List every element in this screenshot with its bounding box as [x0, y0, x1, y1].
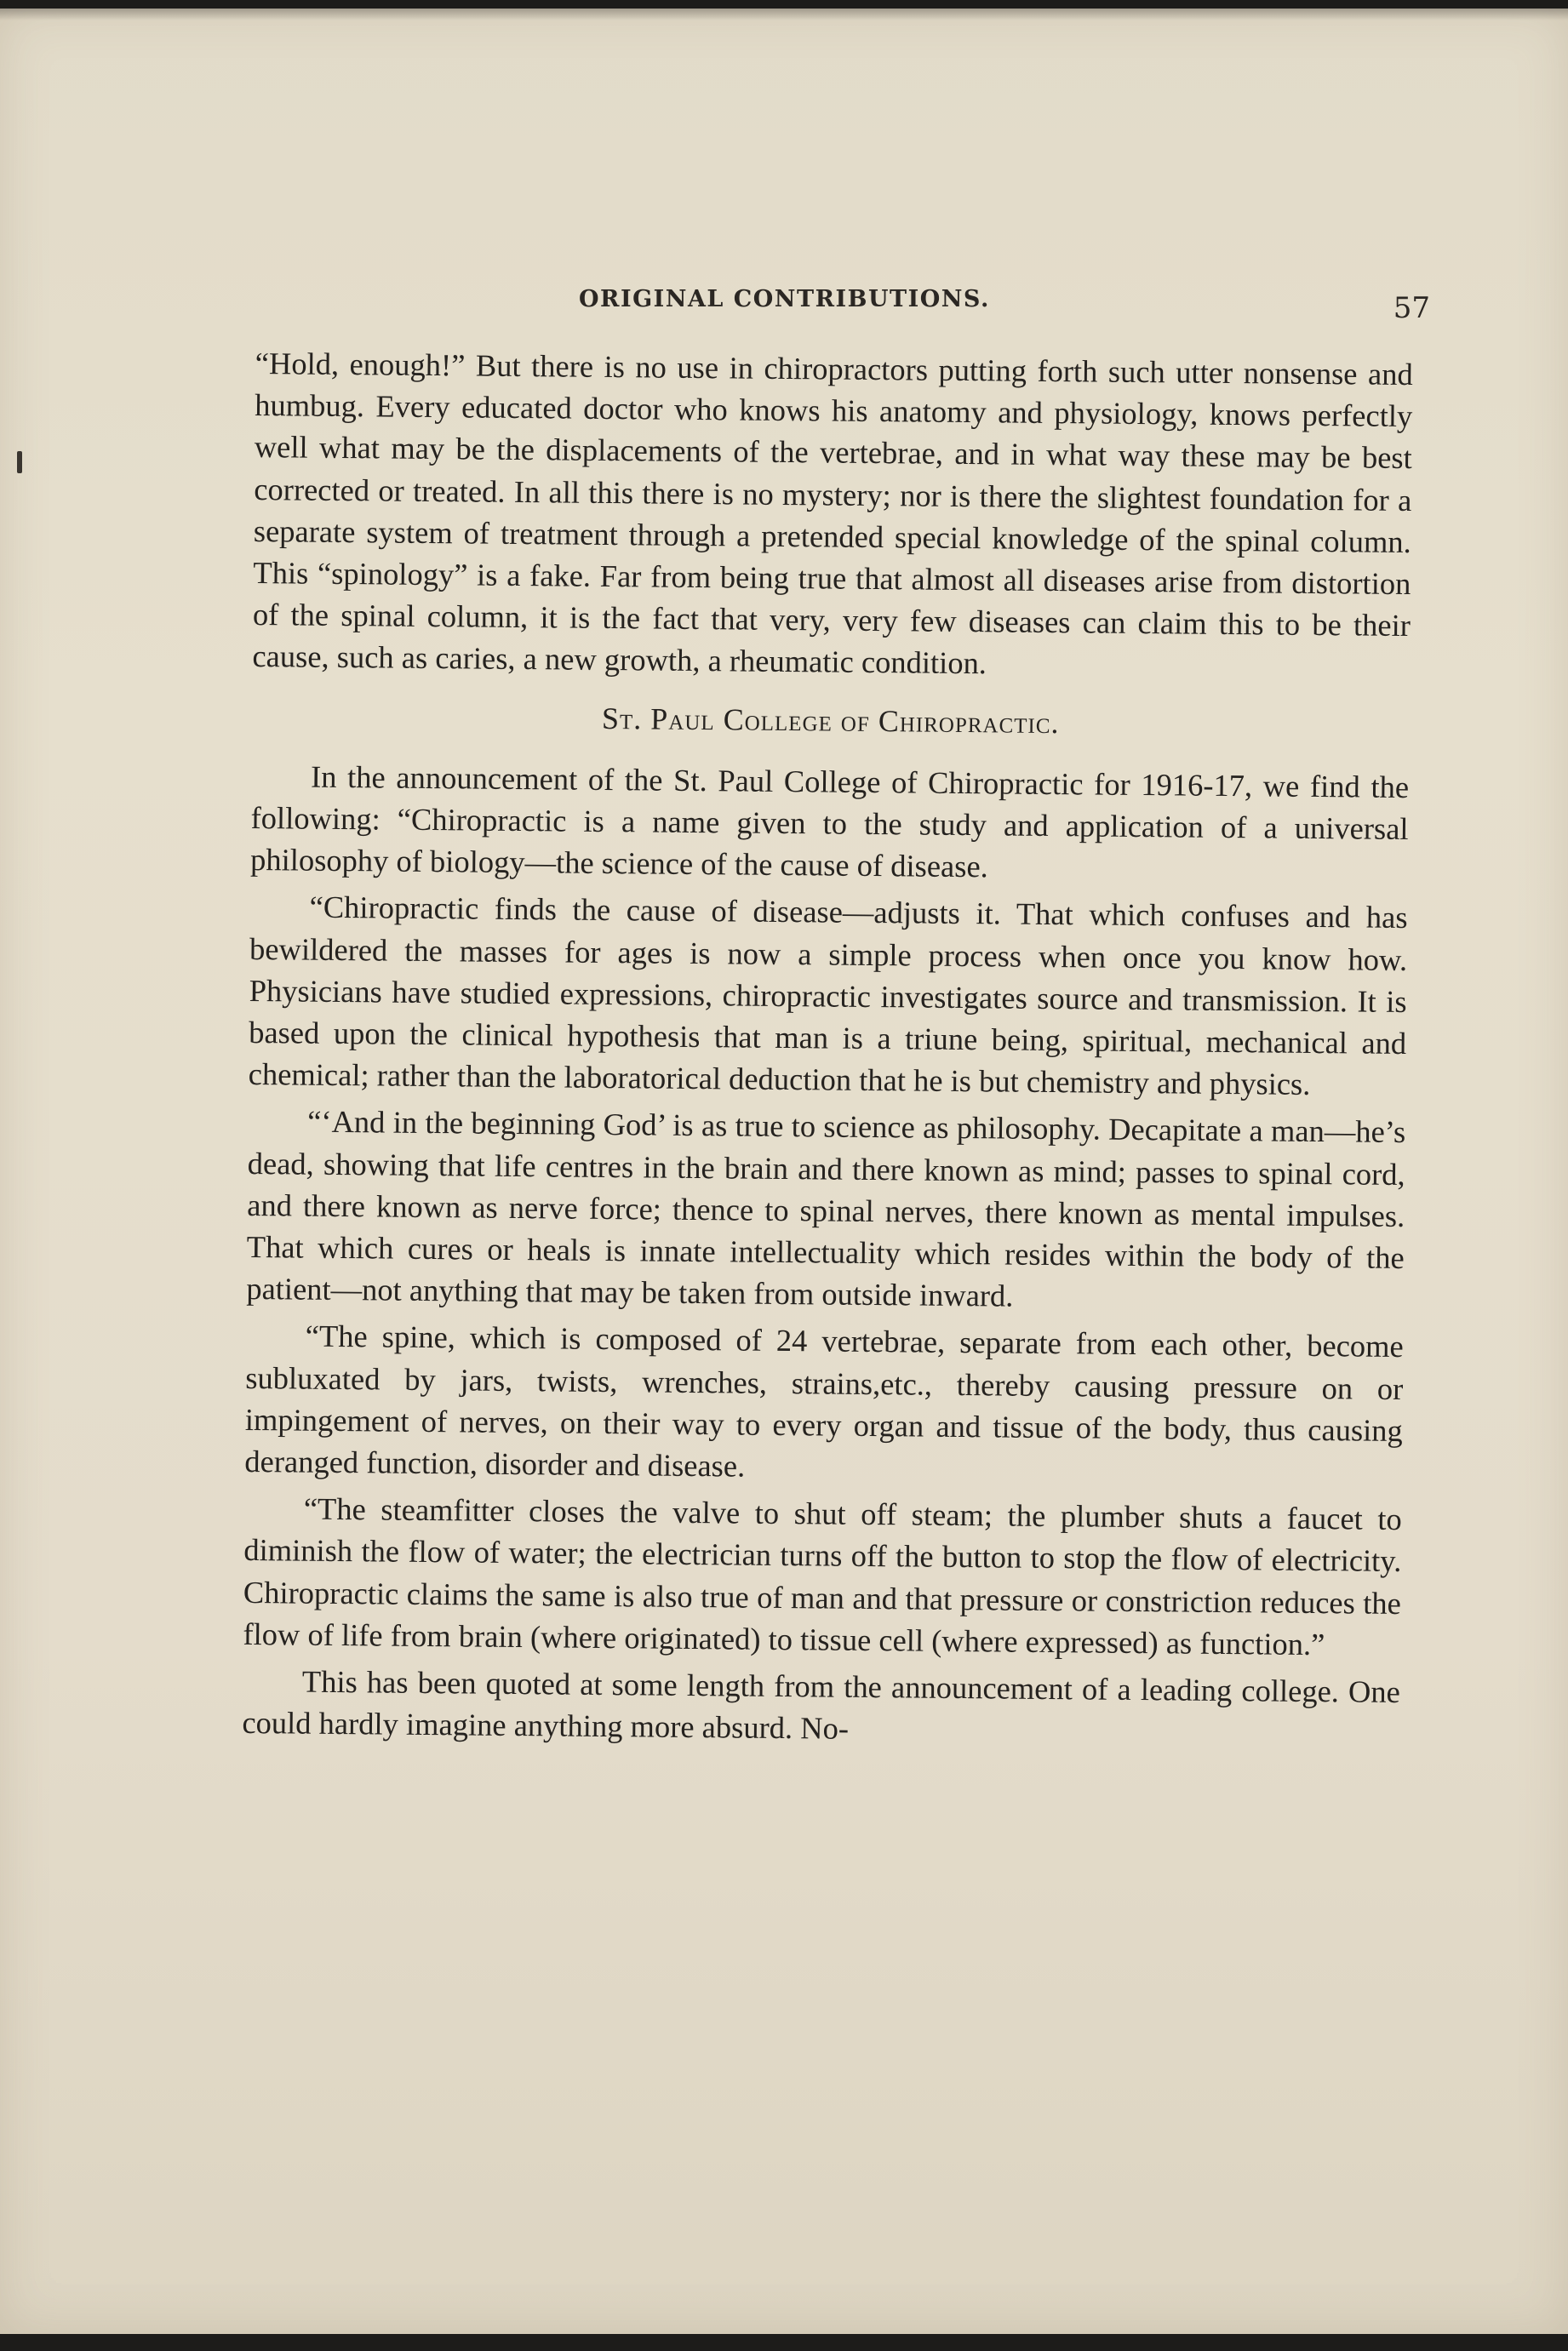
- paragraph: “Hold, enough!” But there is no use in chiropractors putting forth such utter nonsense and humbug. Every educated doctor who knows his anatomy and physiology, knows perfectly well what may be the displacements of the vertebrae, and in what way these may be best corrected or treated. In all this there is no mystery; nor is there the slightest foundation for a separate system of treatment through a pretended special knowledge of the spinal column. This “spinology” is a fake. Far from being true that almost all diseases arise from distortion of the spinal column, it is the fact that very, very few diseases can claim this to be their cause, such as caries, a new growth, a rheumatic condition.: [252, 345, 1413, 681]
- paragraph: “‘And in the beginning God’ is as true to science as philosophy. Decapitate a man—he’s dead, showing that life centres in the brain and there known as mind; passes to spinal cord, and there known as nerve force; thence to spinal nerves, there known as mental impulses. That which cures or heals is innate intellectuality which resides within the body of the patient—not anything that may be taken from outside inward.: [246, 1104, 1406, 1313]
- paragraph: “Chiropractic finds the cause of disease—adjusts it. That which confuses and has bewildered the masses for ages is now a simple process when once you know how. Physicians have studied expressions, chiropractic investigates source and transmission. It is based upon the clinical hypothesis that man is a triune being, spiritual, mechanical and chemical; rather than the laboratorical deduction that he is but chemistry and physics.: [248, 889, 1408, 1102]
- paragraph: This has been quoted at some length from the announcement of a leading college. One could hardly imagine anything more absurd. No-: [242, 1663, 1401, 1747]
- running-title: ORIGINAL CONTRIBUTIONS.: [579, 286, 990, 312]
- paragraph: “The steamfitter closes the valve to shut off steam; the plumber shuts a faucet to diminish the flow of water; the electrician turns off the button to stop the flow of electricity. Chiropractic claims the same is also true of man and that pressure or constriction reduces the flow of life from brain (where originated) to tissue cell (where expressed) as function.”: [243, 1490, 1402, 1662]
- paragraph: “The spine, which is composed of 24 vertebrae, separate from each other, become subluxated by jars, twists, wrenches, strains,etc., thereby causing pressure on or impingement of nerves, on their way to every organ and tissue of the body, thus causing deranged function, disorder and disease.: [244, 1319, 1404, 1484]
- page-number: 57: [1393, 291, 1430, 325]
- book-page: [0, 9, 1568, 2334]
- section-heading: St. Paul College of Chiropractic.: [601, 701, 1060, 740]
- running-head: [255, 283, 1430, 325]
- body-text: [242, 342, 1413, 1759]
- margin-mark: [17, 451, 22, 473]
- paragraph: In the announcement of the St. Paul College of Chiropractic for 1916-17, we find the following: “Chiropractic is a name given to the study and application of a universal philosophy of biology—the science of the cause of disease.: [249, 758, 1410, 884]
